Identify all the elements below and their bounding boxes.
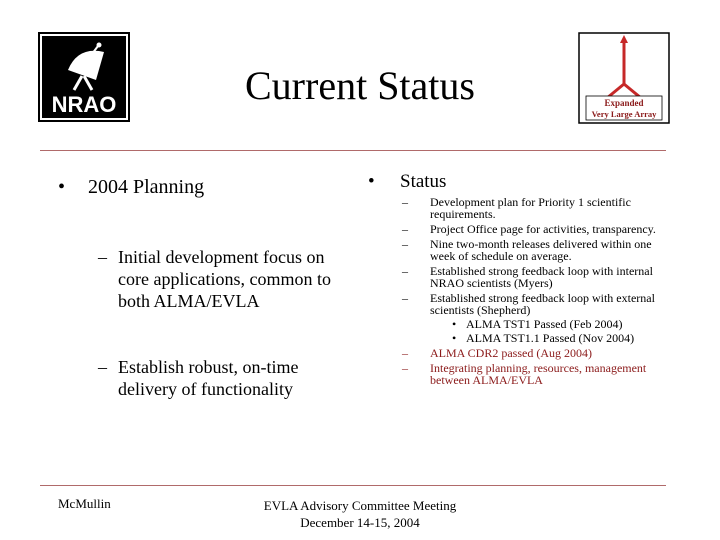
evla-logo-line2: Very Large Array bbox=[591, 109, 657, 119]
status-item-text: Development plan for Priority 1 scientific requirements. bbox=[430, 195, 631, 221]
left-bullet bbox=[58, 172, 358, 202]
status-item bbox=[402, 265, 668, 289]
status-subitem-text: ALMA TST1.1 Passed (Nov 2004) bbox=[466, 331, 635, 345]
evla-logo-line1: Expanded bbox=[604, 98, 644, 108]
dash-icon: – bbox=[402, 237, 408, 251]
status-item-text: Established strong feedback loop with external scientists (Shepherd) bbox=[430, 291, 655, 317]
bottom-divider bbox=[40, 485, 666, 486]
dash-icon: – bbox=[402, 361, 408, 375]
left-subitem bbox=[98, 246, 358, 312]
footer-event-date: December 14-15, 2004 bbox=[300, 515, 420, 530]
left-column bbox=[58, 172, 358, 400]
nrao-logo bbox=[38, 32, 130, 122]
status-subitem-text: ALMA TST1 Passed (Feb 2004) bbox=[466, 317, 623, 331]
footer-event bbox=[230, 497, 490, 531]
dash-icon: – bbox=[402, 346, 408, 360]
dash-icon: – bbox=[402, 195, 408, 209]
dash-icon: – bbox=[402, 222, 408, 236]
slide-title: Current Status bbox=[245, 63, 475, 108]
status-item-text: Established strong feedback loop with internal NRAO scientists (Myers) bbox=[430, 264, 653, 290]
bullet-dot-icon: • bbox=[452, 317, 457, 331]
status-item bbox=[402, 347, 668, 359]
status-item bbox=[402, 362, 668, 386]
status-list bbox=[368, 196, 668, 386]
status-item-text: Integrating planning, resources, management between ALMA/EVLA bbox=[430, 361, 647, 387]
status-item-text: ALMA CDR2 passed (Aug 2004) bbox=[430, 346, 592, 360]
bullet-dot-icon: • bbox=[58, 176, 66, 198]
dash-icon: – bbox=[402, 264, 408, 278]
status-subitem bbox=[452, 332, 668, 344]
right-bullet bbox=[368, 170, 668, 194]
status-item bbox=[402, 196, 668, 220]
nrao-logo-text: NRAO bbox=[51, 92, 117, 117]
status-item bbox=[402, 238, 668, 262]
left-bullet-text: 2004 Planning bbox=[88, 176, 205, 198]
evla-logo bbox=[578, 32, 670, 124]
footer-author: McMullin bbox=[58, 496, 111, 511]
right-column bbox=[368, 170, 668, 386]
status-item-text: Project Office page for activities, transparency. bbox=[430, 222, 656, 236]
dash-icon: – bbox=[98, 247, 107, 267]
status-item bbox=[402, 223, 668, 235]
status-subitem bbox=[452, 318, 668, 330]
status-item bbox=[402, 292, 668, 316]
left-subitem bbox=[98, 356, 358, 400]
bullet-dot-icon: • bbox=[452, 331, 457, 345]
right-bullet-text: Status bbox=[400, 171, 447, 192]
top-divider bbox=[40, 150, 666, 151]
dash-icon: – bbox=[402, 291, 408, 305]
dash-icon: – bbox=[98, 357, 107, 377]
left-subitem-text: Initial development focus on core applications, common to both ALMA/EVLA bbox=[118, 247, 331, 311]
status-item-text: Nine two-month releases delivered within one week of schedule on average. bbox=[430, 237, 652, 263]
left-subitem-text: Establish robust, on-time delivery of functionality bbox=[118, 357, 299, 399]
footer-event-name: EVLA Advisory Committee Meeting bbox=[263, 498, 457, 513]
bullet-dot-icon: • bbox=[368, 171, 375, 192]
